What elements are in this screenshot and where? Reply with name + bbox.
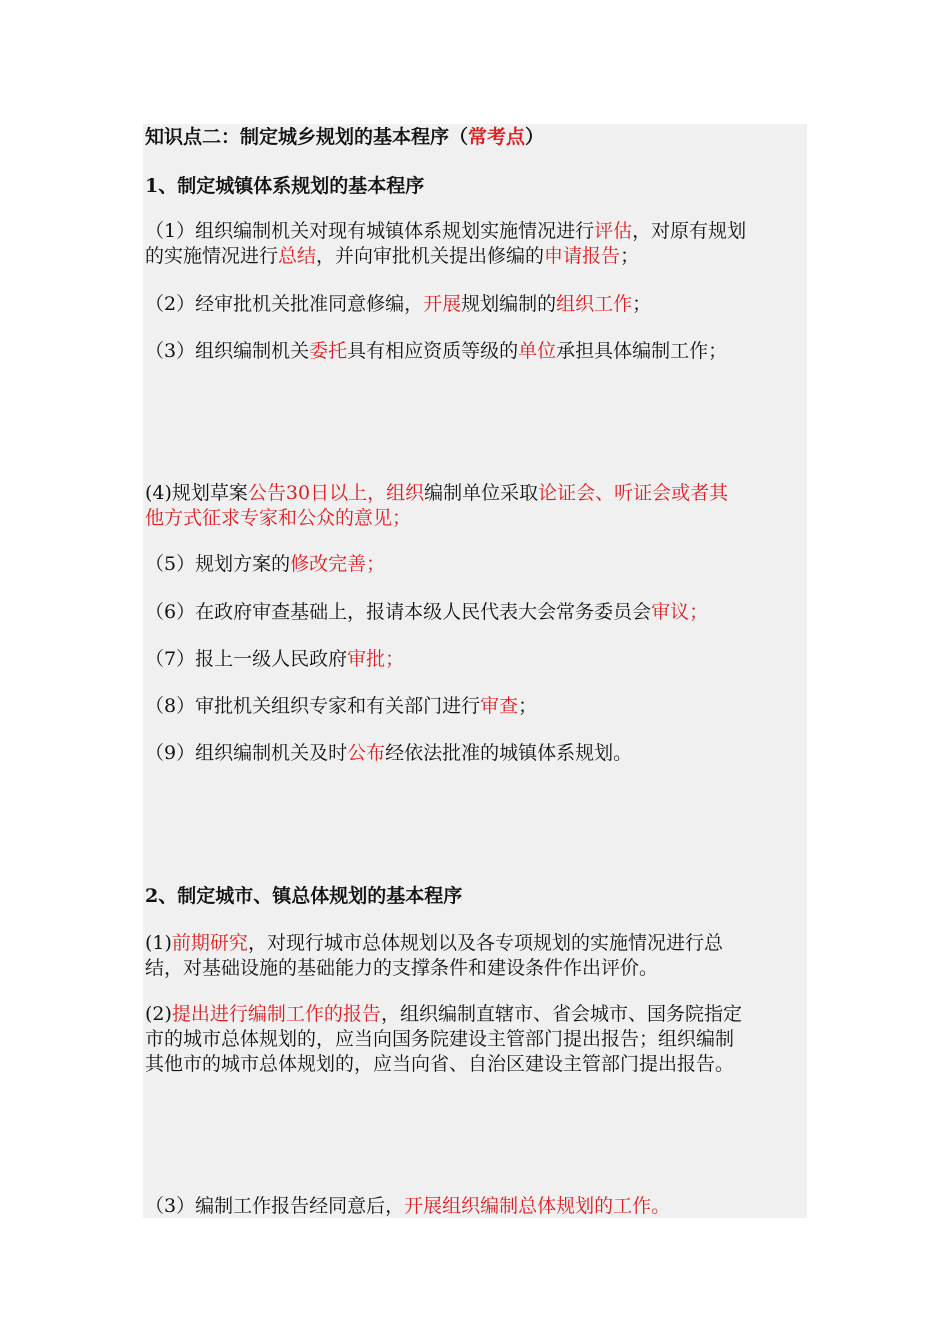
section1-step7: （7）报上一级人民政府审批； (145, 648, 405, 670)
section2-step2-line1: (2)提出进行编制工作的报告，组织编制直辖市、省会城市、国务院指定 (145, 1003, 742, 1025)
section2-step1-line2: 结，对基础设施的基础能力的支撑条件和建设条件作出评价。 (145, 957, 659, 979)
section1-step1-line2: 的实施情况进行总结，并向审批机关提出修编的申请报告； (145, 245, 640, 267)
section1-step5: （5）规划方案的修改完善； (145, 553, 386, 575)
section1-step6: （6）在政府审查基础上，报请本级人民代表大会常务委员会审议； (145, 601, 709, 623)
section1-step9: （9）组织编制机关及时公布经依法批准的城镇体系规划。 (145, 742, 633, 764)
section1-step4-line1: (4)规划草案公告30日以上，组织编制单位采取论证会、听证会或者其 (145, 482, 729, 504)
section2-step2-line2: 市的城市总体规划的，应当向国务院建设主管部门提出报告；组织编制 (145, 1028, 735, 1050)
section2-heading: 2、制定城市、镇总体规划的基本程序 (145, 885, 463, 907)
section1-step4-line2: 他方式征求专家和公众的意见； (145, 507, 412, 529)
section2-step1-line1: (1)前期研究，对现行城市总体规划以及各专项规划的实施情况进行总 (145, 932, 723, 954)
section1-step1-line1: （1）组织编制机关对现有城镇体系规划实施情况进行评估，对原有规划 (145, 220, 747, 242)
section1-step8: （8）审批机关组织专家和有关部门进行审查； (145, 695, 538, 717)
knowledge-point-title: 知识点二：制定城乡规划的基本程序（常考点） (145, 126, 545, 148)
section2-step3: （3）编制工作报告经同意后，开展组织编制总体规划的工作。 (145, 1195, 671, 1217)
section1-heading: 1、制定城镇体系规划的基本程序 (145, 175, 425, 197)
section1-step2: （2）经审批机关批准同意修编，开展规划编制的组织工作； (145, 293, 652, 315)
section2-step2-line3: 其他市的城市总体规划的，应当向省、自治区建设主管部门提出报告。 (145, 1053, 735, 1075)
section1-step3: （3）组织编制机关委托具有相应资质等级的单位承担具体编制工作； (145, 340, 728, 362)
